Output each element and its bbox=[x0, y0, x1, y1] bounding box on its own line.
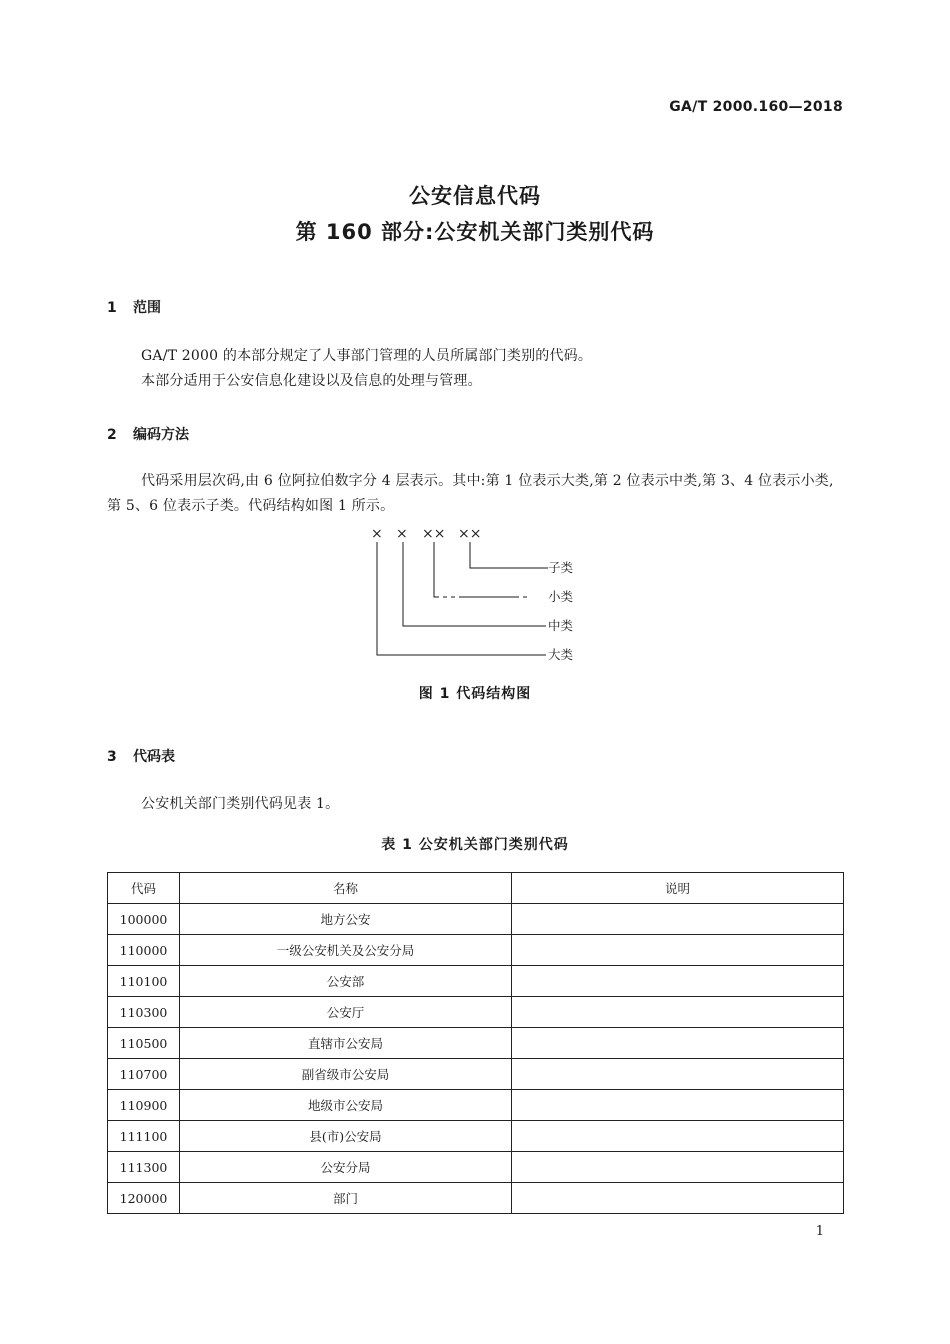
cell-name: 公安分局 bbox=[180, 1152, 512, 1183]
standard-number: GA/T 2000.160—2018 bbox=[669, 99, 843, 115]
section-2-heading bbox=[107, 424, 189, 444]
cell-notes bbox=[512, 1090, 844, 1121]
figure-symbol-middle: × bbox=[396, 526, 408, 542]
cell-notes bbox=[512, 997, 844, 1028]
department-code-table bbox=[107, 872, 844, 1214]
table-row bbox=[108, 1090, 844, 1121]
figure-caption: 图 1 代码结构图 bbox=[418, 686, 532, 702]
cell-code: 100000 bbox=[108, 904, 180, 935]
figure-label-sub: 子类 bbox=[548, 560, 574, 575]
table-row bbox=[108, 1028, 844, 1059]
section-2-number: 2 bbox=[107, 427, 117, 443]
section-1-paragraph-2: 本部分适用于公安信息化建设以及信息的处理与管理。 bbox=[141, 373, 482, 389]
cell-code: 111100 bbox=[108, 1121, 180, 1152]
cell-name: 部门 bbox=[180, 1183, 512, 1214]
figure-symbol-sub: ×× bbox=[458, 526, 482, 542]
section-2-title: 编码方法 bbox=[133, 427, 189, 443]
table-row bbox=[108, 935, 844, 966]
figure-symbol-minor: ×× bbox=[422, 526, 446, 542]
cell-name: 县(市)公安局 bbox=[180, 1121, 512, 1152]
cell-code: 111300 bbox=[108, 1152, 180, 1183]
cell-name: 副省级市公安局 bbox=[180, 1059, 512, 1090]
cell-code: 110300 bbox=[108, 997, 180, 1028]
section-2-paragraph: 代码采用层次码,由 6 位阿拉伯数字分 4 层表示。其中:第 1 位表示大类,第 2 位表示中类,第 3、4 位表示小类,第 5、6 位表示子类。代码结构如图 1 所示。 bbox=[107, 473, 834, 514]
cell-code: 110500 bbox=[108, 1028, 180, 1059]
header-code: 代码 bbox=[108, 873, 180, 904]
cell-notes bbox=[512, 1121, 844, 1152]
table-row bbox=[108, 997, 844, 1028]
section-1-heading bbox=[107, 297, 161, 317]
figure-line-middle bbox=[403, 542, 546, 626]
cell-notes bbox=[512, 904, 844, 935]
table-row bbox=[108, 1183, 844, 1214]
table-row bbox=[108, 966, 844, 997]
section-3-paragraph: 公安机关部门类别代码见表 1。 bbox=[141, 796, 340, 812]
table-row bbox=[108, 1152, 844, 1183]
table-row bbox=[108, 1059, 844, 1090]
section-3-heading bbox=[107, 746, 175, 766]
cell-name: 公安厅 bbox=[180, 997, 512, 1028]
figure-label-minor: 小类 bbox=[548, 589, 574, 604]
cell-notes bbox=[512, 1152, 844, 1183]
header-notes: 说明 bbox=[512, 873, 844, 904]
cell-code: 110900 bbox=[108, 1090, 180, 1121]
figure-line-major bbox=[377, 542, 546, 655]
table-header-row bbox=[108, 873, 844, 904]
cell-name: 地方公安 bbox=[180, 904, 512, 935]
cell-code: 120000 bbox=[108, 1183, 180, 1214]
cell-code: 110100 bbox=[108, 966, 180, 997]
table-row bbox=[108, 1121, 844, 1152]
header-name: 名称 bbox=[180, 873, 512, 904]
page-number: 1 bbox=[815, 1224, 824, 1239]
cell-name: 地级市公安局 bbox=[180, 1090, 512, 1121]
cell-code: 110700 bbox=[108, 1059, 180, 1090]
figure-symbol-major: × bbox=[371, 526, 383, 542]
section-1-paragraph-1: GA/T 2000 的本部分规定了人事部门管理的人员所属部门类别的代码。 bbox=[141, 348, 593, 364]
figure-line-sub bbox=[470, 542, 548, 568]
section-1-number: 1 bbox=[107, 300, 117, 316]
cell-notes bbox=[512, 1059, 844, 1090]
figure-label-middle: 中类 bbox=[548, 618, 574, 633]
figure-line-minor bbox=[434, 542, 528, 597]
cell-notes bbox=[512, 935, 844, 966]
document-title: 公安信息代码 bbox=[409, 184, 541, 208]
cell-notes bbox=[512, 1183, 844, 1214]
cell-name: 直辖市公安局 bbox=[180, 1028, 512, 1059]
cell-name: 一级公安机关及公安分局 bbox=[180, 935, 512, 966]
cell-code: 110000 bbox=[108, 935, 180, 966]
figure-label-major: 大类 bbox=[548, 647, 574, 662]
table-caption: 表 1 公安机关部门类别代码 bbox=[381, 837, 569, 853]
cell-name: 公安部 bbox=[180, 966, 512, 997]
section-3-number: 3 bbox=[107, 749, 117, 765]
document-subtitle: 第 160 部分:公安机关部门类别代码 bbox=[295, 220, 655, 244]
cell-notes bbox=[512, 966, 844, 997]
section-3-title: 代码表 bbox=[133, 749, 175, 765]
table-row bbox=[108, 904, 844, 935]
cell-notes bbox=[512, 1028, 844, 1059]
code-structure-figure bbox=[360, 522, 600, 667]
section-1-title: 范围 bbox=[133, 300, 161, 316]
